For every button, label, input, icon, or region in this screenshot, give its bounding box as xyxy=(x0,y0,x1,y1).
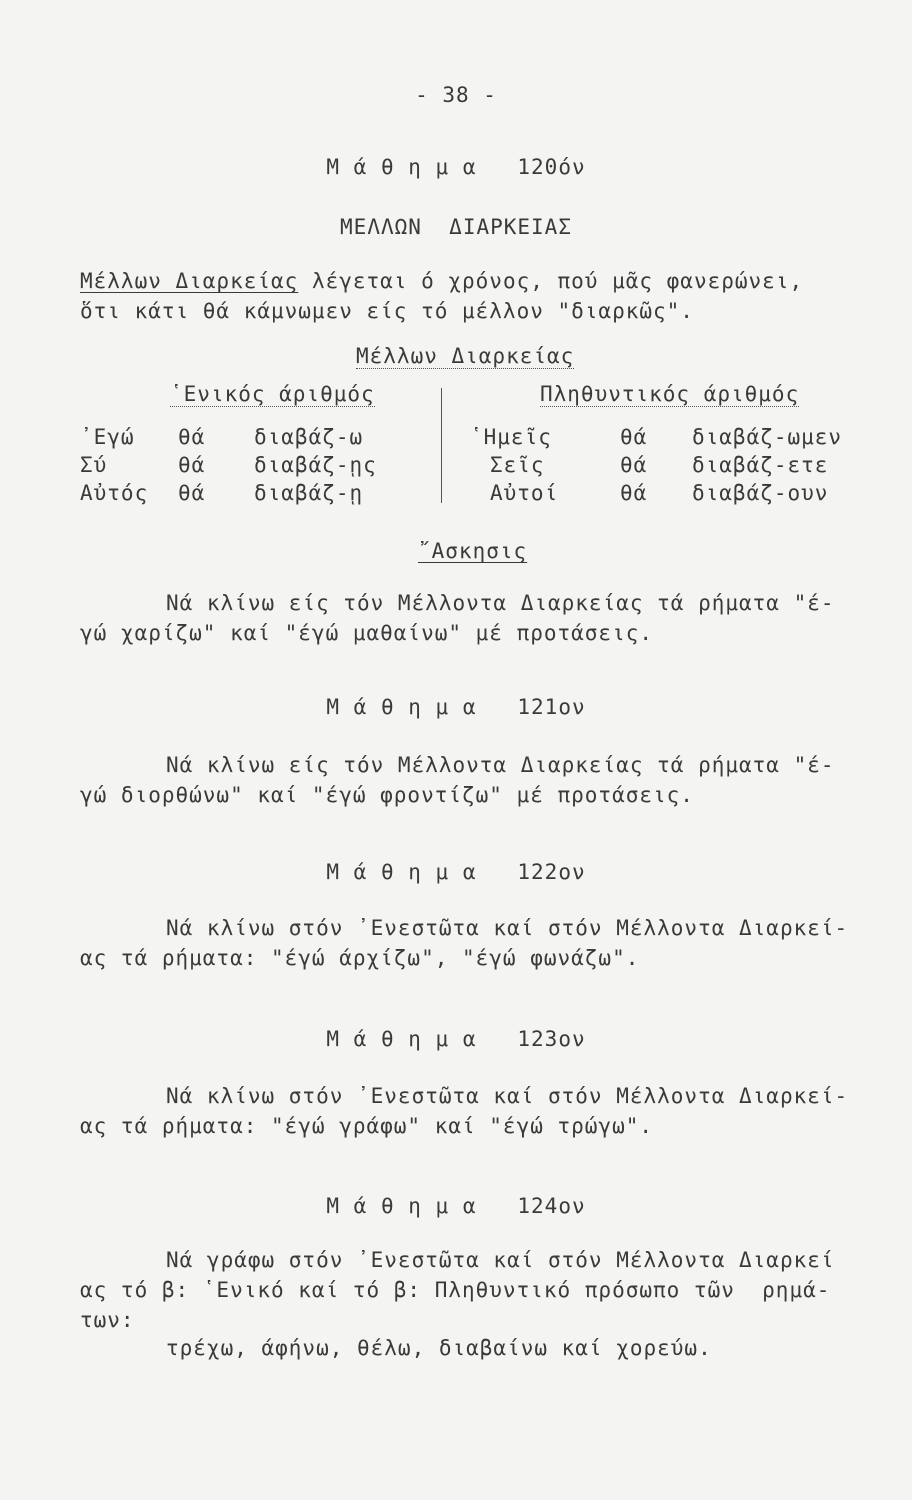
singular-verb-1: διαβάζ-ω xyxy=(254,425,364,449)
exercise-line-1: Νά κλίνω είς τόν Μέλλοντα Διαρκείας τά ρήματα "έ- xyxy=(166,591,835,615)
plural-header: Πληθυντικός άριθμός xyxy=(540,382,800,406)
plural-particle-1: θά xyxy=(620,425,648,449)
plural-verb-2: διαβάζ-ετε xyxy=(692,453,829,477)
plural-particle-2: θά xyxy=(620,453,648,477)
lesson-123-line-1: Νά κλίνω στόν ᾿Ενεστῶτα καί στόν Μέλλοντα Διαρκεί- xyxy=(166,1084,849,1108)
singular-verb-2: διαβάζ-ῃς xyxy=(254,453,377,477)
lesson-124-line-3: των: xyxy=(80,1308,135,1332)
lesson-123-line-2: ας τά ρήματα: "έγώ γράφω" καί "έγώ τρώγω". xyxy=(80,1114,654,1138)
lesson-124-line-4: τρέχω, άφήνω, θέλω, διαβαίνω καί χορεύω. xyxy=(166,1336,712,1360)
exercise-line-2: γώ χαρίζω" καί "έγώ μαθαίνω" μέ προτάσεις. xyxy=(80,621,654,645)
lesson-122-line-1: Νά κλίνω στόν ᾿Ενεστῶτα καί στόν Μέλλοντα Διαρκεί- xyxy=(166,916,849,940)
conjugation-table-title: Μέλλων Διαρκείας xyxy=(356,344,575,368)
singular-pronoun-1: ᾿Εγώ xyxy=(80,425,135,449)
definition-term: Μέλλων Διαρκείας xyxy=(80,269,299,293)
lesson-120-heading: ΜΕΛΛΩΝ ΔΙΑΡΚΕΙΑΣ xyxy=(340,215,572,239)
singular-particle-3: θά xyxy=(178,481,206,505)
lesson-122-line-2: ας τά ρήματα: "έγώ άρχίζω", "έγώ φωνάζω". xyxy=(80,946,640,970)
singular-pronoun-2: Σύ xyxy=(80,453,108,477)
plural-pronoun-1: ῾Ημεῖς xyxy=(470,425,552,449)
lesson-121-line-1: Νά κλίνω είς τόν Μέλλοντα Διαρκείας τά ρήματα "έ- xyxy=(166,753,835,777)
singular-particle-1: θά xyxy=(178,425,206,449)
definition-line-2: ὅτι κάτι θά κάμνωμεν είς τό μέλλον "διαρκῶς". xyxy=(80,299,694,323)
plural-pronoun-2: Σεῖς xyxy=(490,453,545,477)
page-number: - 38 - xyxy=(415,83,497,107)
plural-verb-3: διαβάζ-ουν xyxy=(692,481,829,505)
plural-particle-3: θά xyxy=(620,481,648,505)
lesson-124-line-2: ας τό β: ῾Ενικό καί τό β: Πληθυντικό πρόσωπο τῶν ρημά- xyxy=(80,1278,831,1302)
lesson-122-title: Μ ά θ η μ α 122ον xyxy=(326,860,586,884)
singular-pronoun-3: Αὐτός xyxy=(80,481,149,505)
lesson-124-title: Μ ά θ η μ α 124ον xyxy=(326,1194,586,1218)
definition-line-1-rest: λέγεται ό χρόνος, πού μᾶς φανερώνει, xyxy=(298,269,804,293)
singular-verb-3: διαβάζ-ῃ xyxy=(254,481,364,505)
plural-pronoun-3: Αὐτοί xyxy=(490,481,559,505)
lesson-121-line-2: γώ διορθώνω" καί "έγώ φροντίζω" μέ προτάσεις. xyxy=(80,783,694,807)
table-divider xyxy=(441,388,442,503)
singular-particle-2: θά xyxy=(178,453,206,477)
lesson-123-title: Μ ά θ η μ α 123ον xyxy=(326,1027,586,1051)
singular-header: ῾Ενικός άριθμός xyxy=(170,382,375,406)
lesson-124-line-1: Νά γράφω στόν ᾿Ενεστῶτα καί στόν Μέλλοντα Διαρκεί xyxy=(166,1248,835,1272)
plural-verb-1: διαβάζ-ωμεν xyxy=(692,425,843,449)
definition-line-1 xyxy=(80,268,803,294)
exercise-title: ῎Ασκησις xyxy=(418,539,528,563)
lesson-120-title: Μ ά θ η μ α 120όν xyxy=(326,155,586,179)
lesson-121-title: Μ ά θ η μ α 121ον xyxy=(326,695,586,719)
